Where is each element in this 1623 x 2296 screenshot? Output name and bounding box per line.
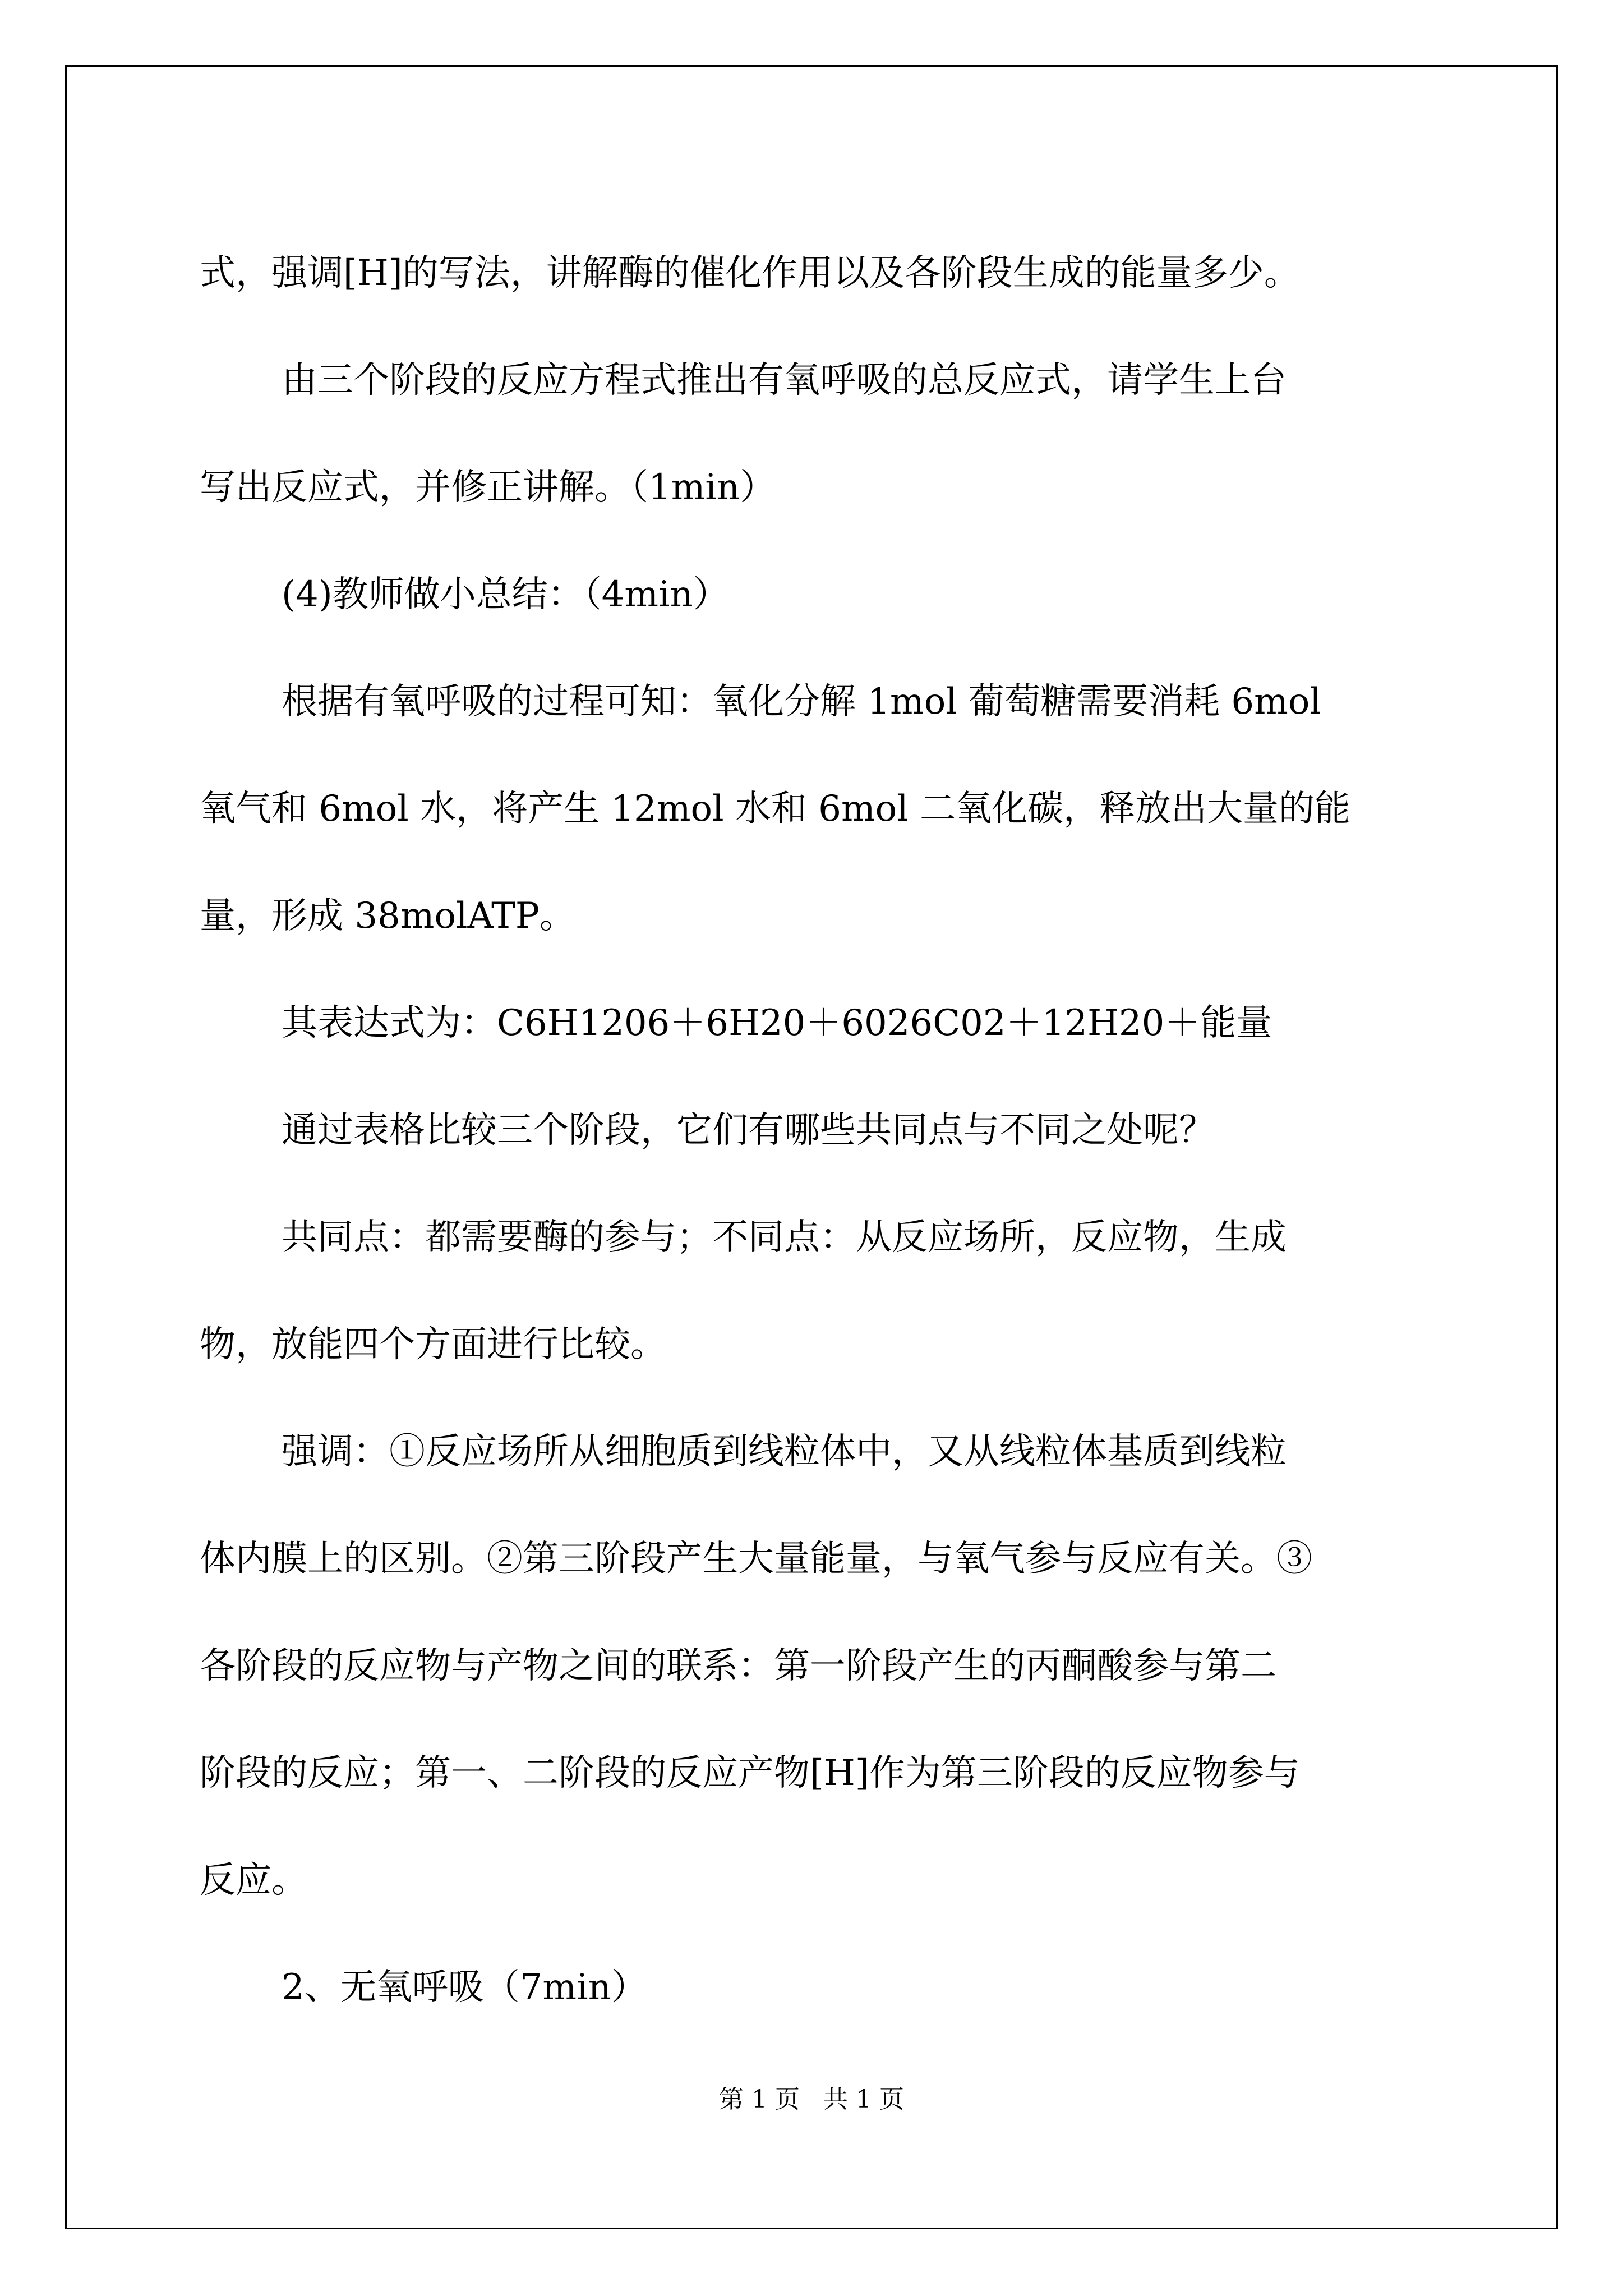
- page-footer: 第 1 页 共 1 页: [719, 2085, 904, 2114]
- paragraph-line: 量，形成 38molATP。: [200, 895, 575, 937]
- paragraph-line: 共同点：都需要酶的参与；不同点：从反应场所，反应物，生成: [282, 1217, 1287, 1258]
- paragraph-line: 强调：①反应场所从细胞质到线粒体中，又从线粒体基质到线粒: [282, 1431, 1287, 1473]
- paragraph-line: 根据有氧呼吸的过程可知：氧化分解 1mol 葡萄糖需要消耗 6mol: [282, 681, 1321, 723]
- paragraph-line: 阶段的反应；第一、二阶段的反应产物[H]作为第三阶段的反应物参与: [200, 1752, 1300, 1794]
- document-body: [200, 220, 1433, 2041]
- paragraph-line: 其表达式为：C6H1206＋6H20＋6026C02＋12H20＋能量: [282, 1002, 1272, 1044]
- paragraph-line: (4)教师做小总结：（4min）: [282, 574, 729, 615]
- paragraph-line: 反应。: [200, 1860, 307, 1901]
- section-heading: 2、无氧呼吸（7min）: [282, 1967, 647, 2008]
- paragraph-line: 物，放能四个方面进行比较。: [200, 1324, 666, 1365]
- paragraph-line: 由三个阶段的反应方程式推出有氧呼吸的总反应式，请学生上台: [282, 360, 1287, 401]
- paragraph-line: 体内膜上的区别。②第三阶段产生大量能量，与氧气参与反应有关。③: [200, 1538, 1312, 1580]
- paragraph-line: 写出反应式，并修正讲解。（1min）: [200, 467, 776, 508]
- paragraph-line: 式，强调[H]的写法，讲解酶的催化作用以及各阶段生成的能量多少。: [200, 252, 1300, 294]
- paragraph-line: 通过表格比较三个阶段，它们有哪些共同点与不同之处呢？: [282, 1110, 1215, 1151]
- paragraph-line: 氧气和 6mol 水，将产生 12mol 水和 6mol 二氧化碳，释放出大量的能: [200, 788, 1350, 830]
- paragraph-line: 各阶段的反应物与产物之间的联系：第一阶段产生的丙酮酸参与第二: [200, 1645, 1276, 1687]
